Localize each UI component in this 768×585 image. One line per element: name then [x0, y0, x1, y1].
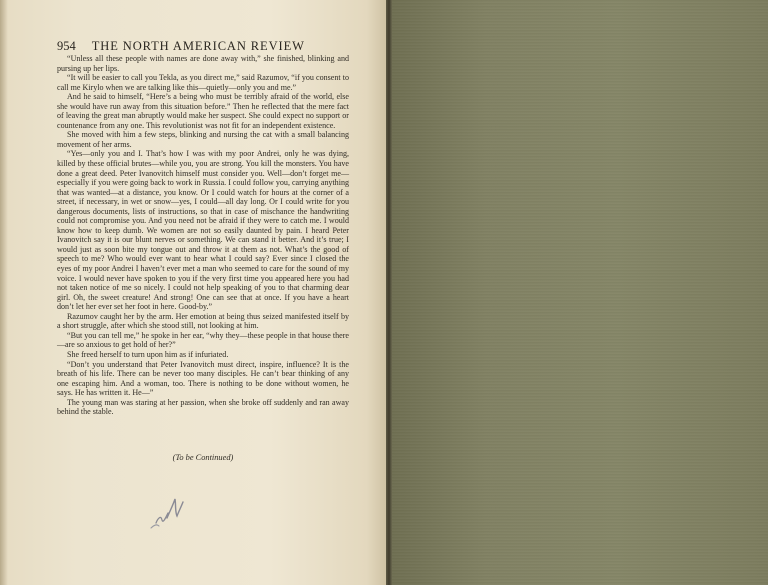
paragraph: “But you can tell me,” he spoke in her ear, “why they—these people in that house there—are so anxious to get hold of her?”: [57, 330, 349, 350]
paragraph: She moved with him a few steps, blinking and nursing the cat with a small balancing movement of her arms.: [57, 130, 349, 149]
running-header: [57, 37, 357, 55]
article-body: [57, 54, 349, 417]
paragraph: She freed herself to turn upon him as if infuriated.: [67, 349, 229, 359]
pencil-annotation: [146, 487, 192, 533]
paragraph: The young man was staring at her passion, when she broke off suddenly and ran away behind the stable.: [57, 397, 349, 417]
continued-note: (To be Continued): [172, 453, 234, 462]
journal-title: THE NORTH AMERICAN REVIEW: [91, 39, 305, 53]
paragraph: “Unless all these people with names are done away with,” she finished, blinking and pursing up her lips.: [57, 54, 349, 73]
page-number: 954: [57, 39, 76, 53]
paragraph: “Don’t you understand that Peter Ivanovitch must direct, inspire, influence? It is the breath of his life. There can be never too many disciples. He can’t bear thinking of any one escaping him. And a woman, too. There is nothing to be done without women, he says. He has written it. He—”: [57, 359, 349, 398]
paragraph: Razumov caught her by the arm. Her emotion at being thus seized manifested itself by a short struggle, after which she stood still, not looking at him.: [57, 311, 349, 331]
right-page-cover: [392, 0, 768, 585]
paragraph: “Yes—only you and I. That’s how I was with my poor Andrei, only he was dying, killed by these official brutes—while you, you are strong. You kill the monsters. You have done a great deed. Peter Ivanovitch himself must consider you. Well—don’t forget me—especially if you were going back to work in Russia. I could follow you, carrying anything that was wanted—at a distance, you know. Or I could watch for hours at the corner of a street, if necessary, in wet or snow—yes, I could—all day long. Or I could write for you dangerous documents, lists of instructions, so that in case of mischance the handwriting could not compromise you. And you need not be afraid if they were to catch me. I would know how to keep dumb. We women are not so easily daunted by pain. I heard Peter Ivanovitch say it is our blunt nerves or something. We can stand it better. And it’s true; I would just as soon bite my tongue out and throw it at them as not. What’s the good of speech to me? Who would ever want to hear what I could say? Ever since I closed the eyes of my poor Andrei I haven’t ever met a man who seemed to care for the sound of my voice. I would never have spoken to you if the very first time you appeared here you had not taken notice of me so nicely. I could not help speaking of you to that charming dear girl. Oh, the sweet creature! And strong! One can see that at once. If you have a heart don’t let her ever set her foot in here. Good-by.”: [57, 149, 349, 312]
paragraph: And he said to himself, “Here’s a being who must be terribly afraid of the world, else she would have run away from this situation before.” Then he reflected that the mere fact of leaving the great man abruptly would make her suspect. She could expect no support or countenance from any one. This revolutionist was not fit for an independent existence.: [57, 92, 349, 130]
paragraph: “It will be easier to call you Tekla, as you direct me,” said Razumov, “if you consent to call me Kirylo when we are talking like this—quietly—only you and me.”: [57, 73, 349, 92]
